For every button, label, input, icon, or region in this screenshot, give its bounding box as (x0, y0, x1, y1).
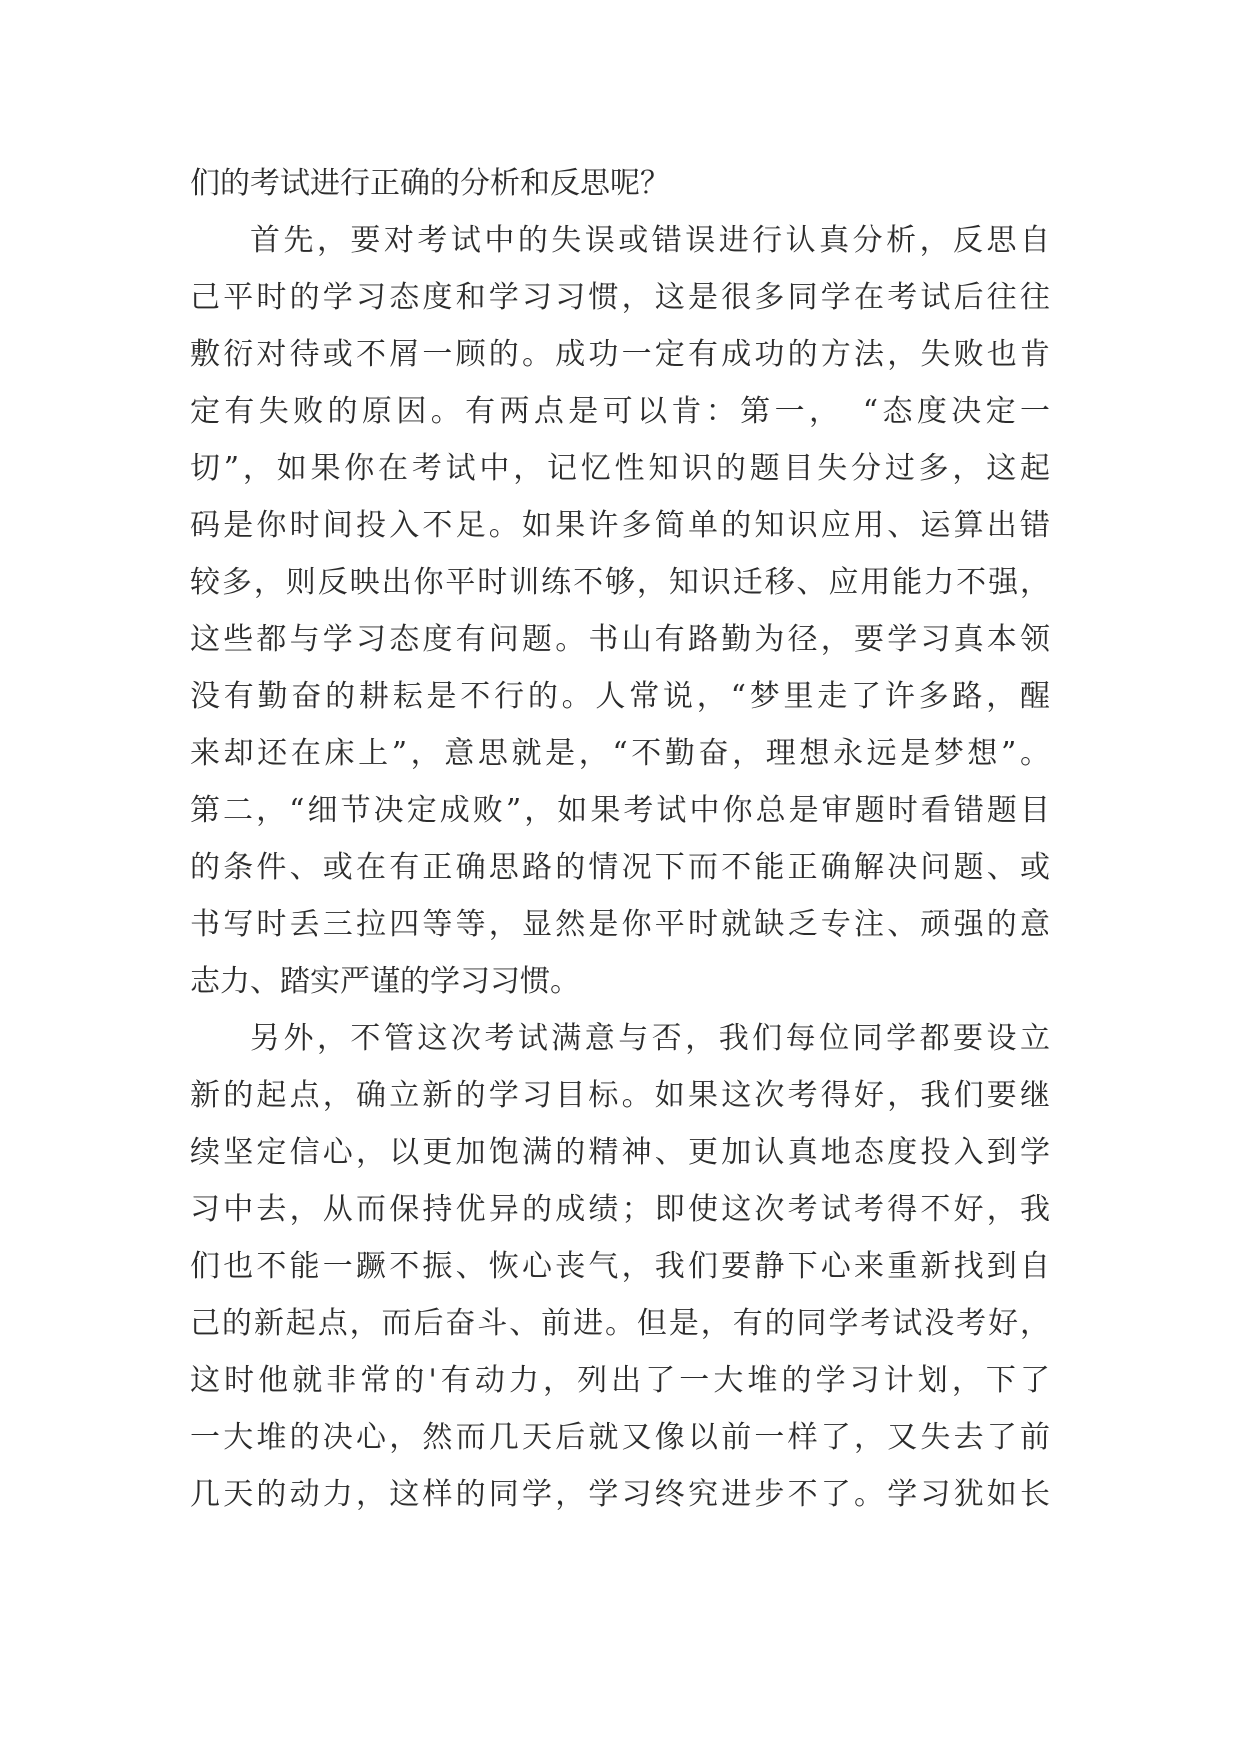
text-line: 码是你时间投入不足。如果许多简单的知识应用、运算出错 (190, 508, 1050, 543)
text-line: 一大堆的决心，然而几天后就又像以前一样了，又失去了前 (190, 1420, 1050, 1455)
text-line: 第二，“细节决定成败”，如果考试中你总是审题时看错题目 (190, 793, 1050, 828)
text-line: 己的新起点，而后奋斗、前进。但是，有的同学考试没考好， (190, 1306, 1050, 1341)
paragraph (190, 155, 1050, 212)
text-line: 们也不能一蹶不振、恢心丧气，我们要静下心来重新找到自 (190, 1249, 1050, 1284)
text-line: 续坚定信心，以更加饱满的精神、更加认真地态度投入到学 (190, 1135, 1050, 1170)
text-line: 几天的动力，这样的同学，学习终究进步不了。学习犹如长 (190, 1477, 1050, 1512)
paragraph (190, 212, 1050, 1010)
text-line: 这时他就非常的'有动力，列出了一大堆的学习计划，下了 (190, 1363, 1050, 1398)
text-line: 书写时丢三拉四等等，显然是你平时就缺乏专注、顽强的意 (190, 907, 1050, 942)
text-line: 们的考试进行正确的分析和反思呢？ (190, 166, 670, 201)
paragraph (190, 1010, 1050, 1523)
text-line: 来却还在床上”，意思就是，“不勤奋，理想永远是梦想”。 (190, 736, 1050, 771)
text-line: 没有勤奋的耕耘是不行的。人常说，“梦里走了许多路，醒 (190, 679, 1050, 714)
text-line: 另外，不管这次考试满意与否，我们每位同学都要设立 (250, 1021, 1050, 1056)
text-line: 的条件、或在有正确思路的情况下而不能正确解决问题、或 (190, 850, 1050, 885)
text-line: 定有失败的原因。有两点是可以肯：第一， “态度决定一 (190, 394, 1050, 429)
text-line: 习中去，从而保持优异的成绩；即使这次考试考得不好，我 (190, 1192, 1050, 1227)
document-body (190, 155, 1050, 1523)
text-line: 敷衍对待或不屑一顾的。成功一定有成功的方法，失败也肯 (190, 337, 1050, 372)
text-line: 志力、踏实严谨的学习习惯。 (190, 964, 580, 999)
text-line: 首先，要对考试中的失误或错误进行认真分析，反思自 (250, 223, 1050, 258)
text-line: 己平时的学习态度和学习习惯，这是很多同学在考试后往往 (190, 280, 1050, 315)
text-line: 这些都与学习态度有问题。书山有路勤为径，要学习真本领 (190, 622, 1050, 657)
text-line: 切”，如果你在考试中，记忆性知识的题目失分过多，这起 (190, 451, 1050, 486)
text-line: 新的起点，确立新的学习目标。如果这次考得好，我们要继 (190, 1078, 1050, 1113)
text-line: 较多，则反映出你平时训练不够，知识迁移、应用能力不强， (190, 565, 1050, 600)
